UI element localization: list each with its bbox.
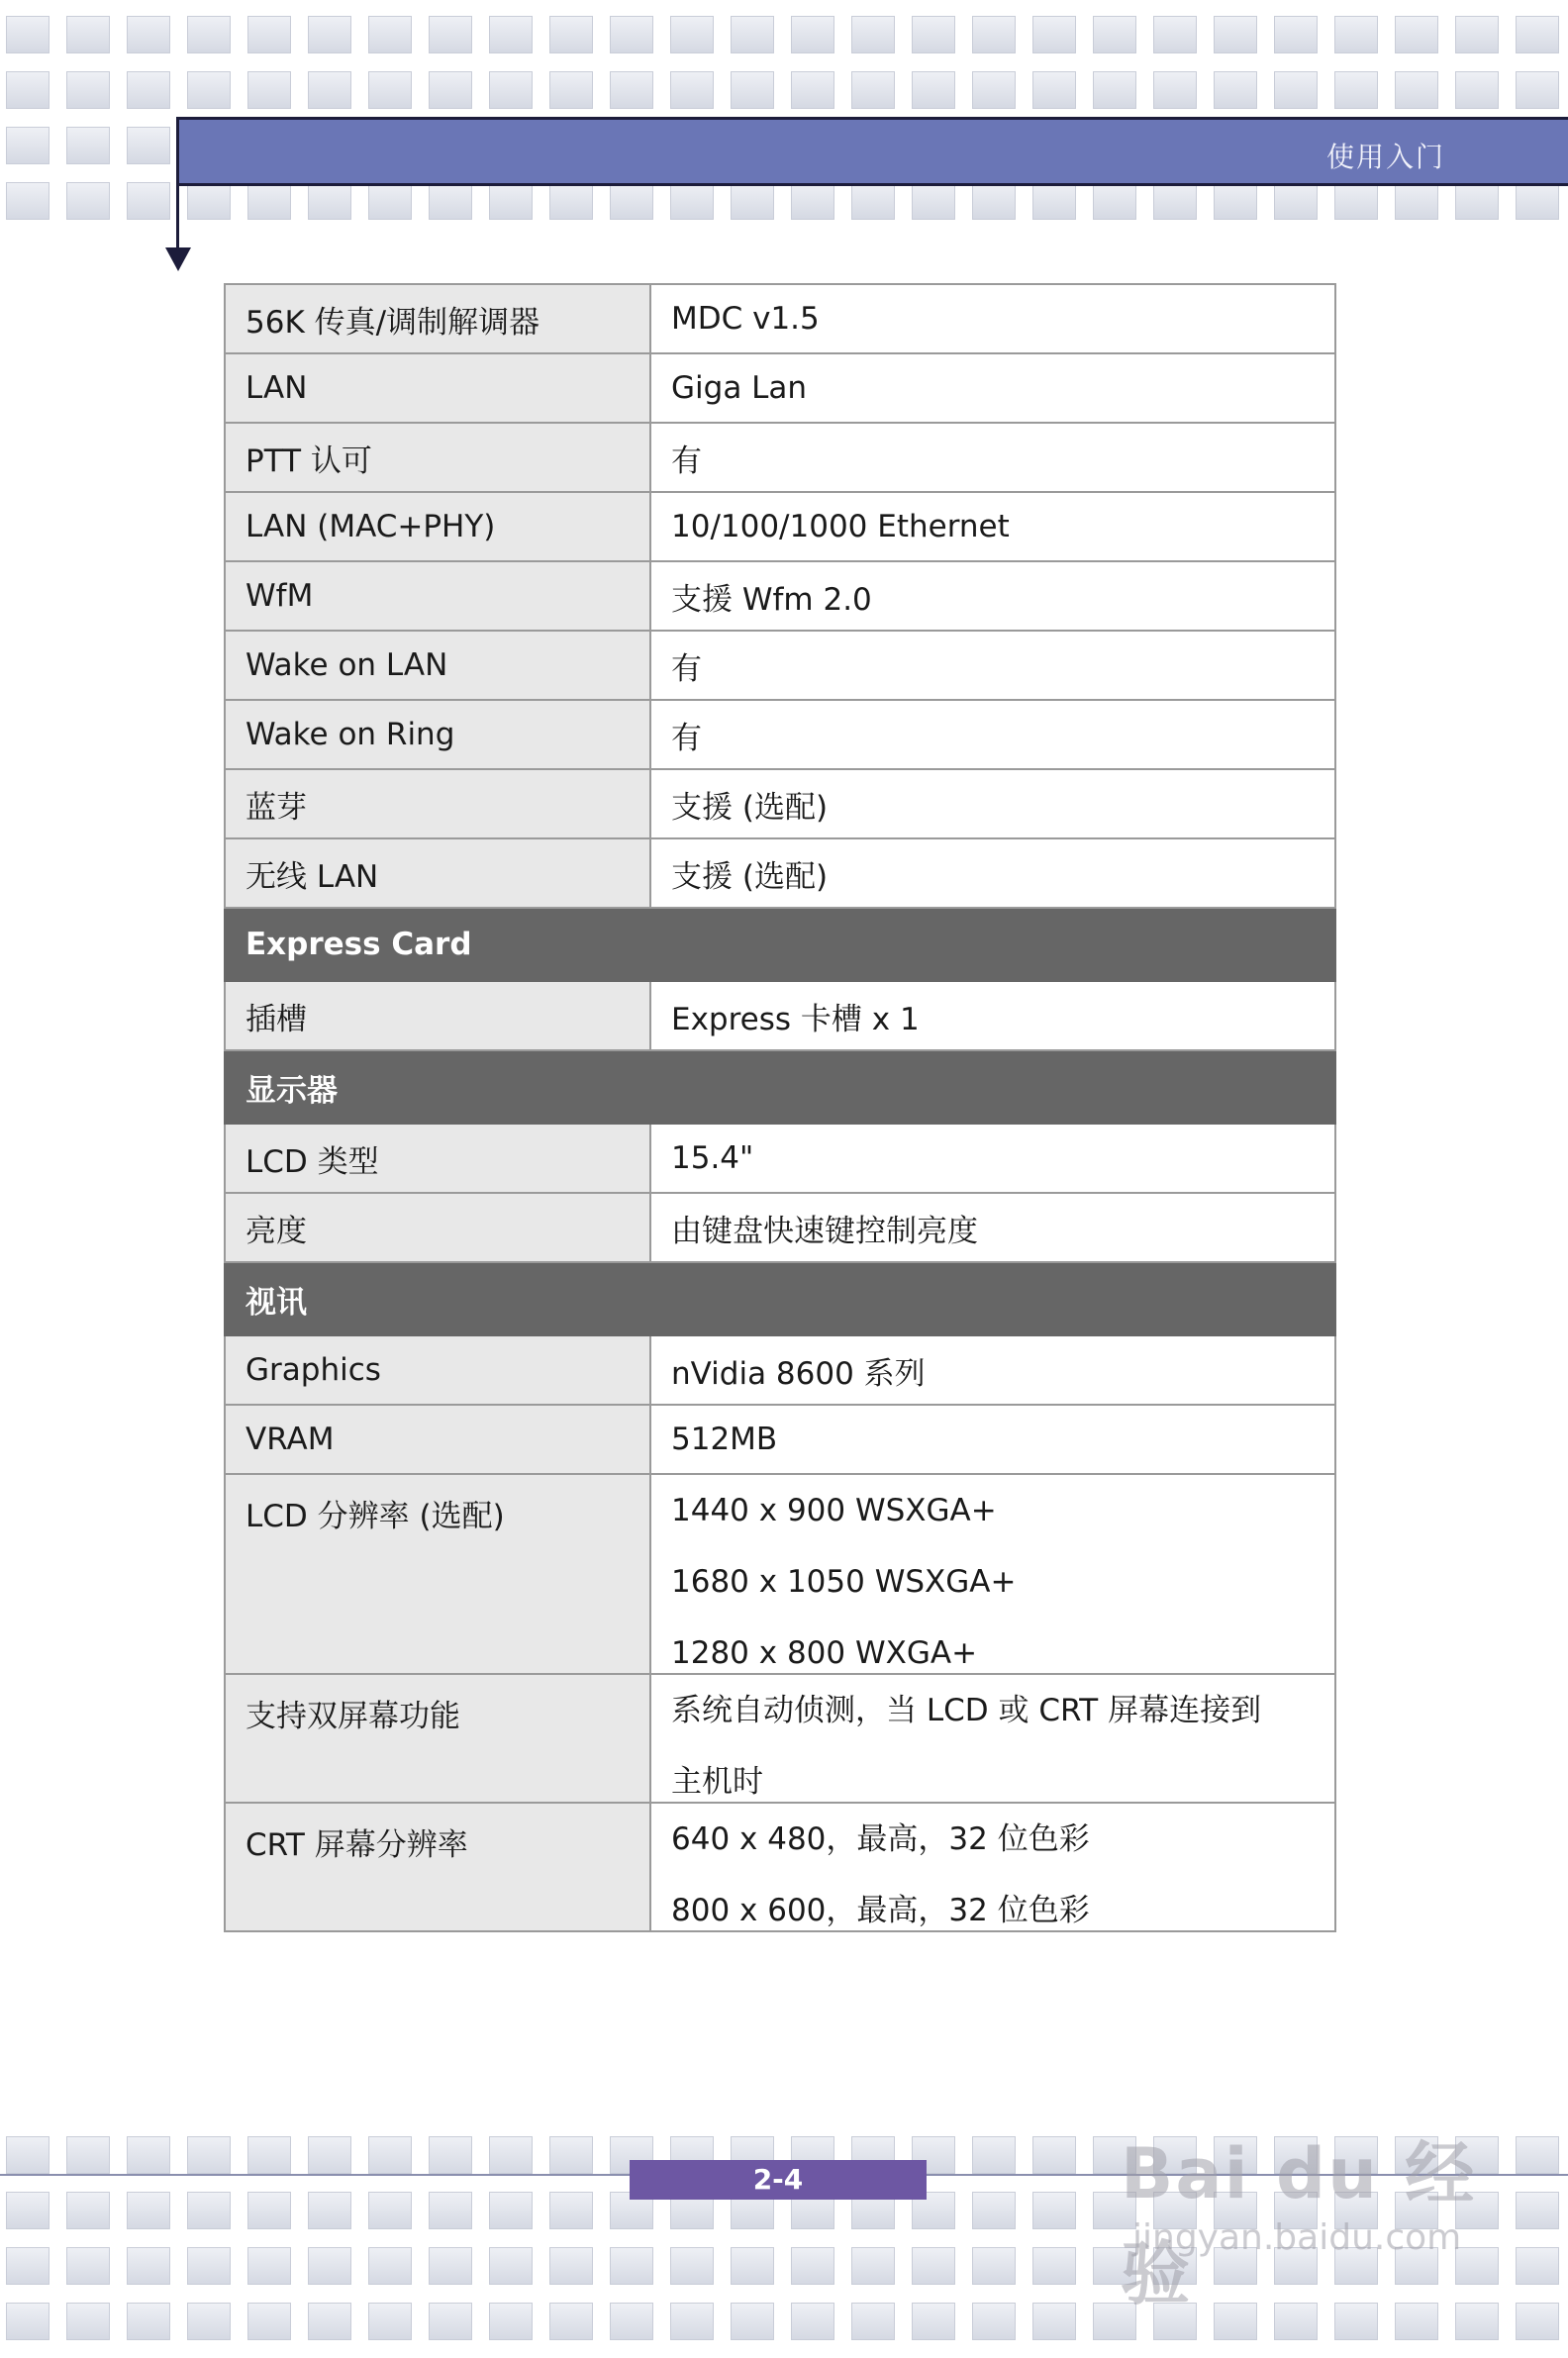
watermark-brand: Bai du 经验 <box>1121 2133 1477 2314</box>
table-row <box>225 769 1335 838</box>
decorative-tile <box>489 16 533 53</box>
spec-value-line: 有 <box>671 720 702 756</box>
decorative-tile <box>1153 71 1197 109</box>
decorative-tile <box>308 2192 351 2229</box>
decorative-tile <box>912 182 955 220</box>
decorative-tile <box>429 2192 472 2229</box>
decorative-tile <box>429 71 472 109</box>
spec-label: Graphics <box>225 1335 650 1405</box>
decorative-tile <box>187 2303 231 2340</box>
decorative-tile <box>972 182 1016 220</box>
decorative-tile <box>610 2303 653 2340</box>
decorative-tile <box>247 2247 291 2285</box>
table-row <box>225 1674 1335 1803</box>
decorative-tile <box>1093 71 1136 109</box>
decorative-tile <box>308 2247 351 2285</box>
spec-value <box>650 981 1335 1050</box>
decorative-tile <box>1516 182 1559 220</box>
decorative-tile <box>308 182 351 220</box>
table-row <box>225 284 1335 353</box>
decorative-tile <box>187 2136 231 2174</box>
decorative-tile <box>66 127 110 164</box>
decorative-tile <box>187 71 231 109</box>
spec-value-line: 1280 x 800 WXGA+ <box>671 1635 978 1671</box>
watermark-url: jingyan.baidu.com <box>1132 2217 1462 2258</box>
decorative-tile <box>247 16 291 53</box>
decorative-tile <box>549 2303 593 2340</box>
table-row <box>225 561 1335 631</box>
decorative-tile <box>670 182 714 220</box>
decorative-tile <box>1395 182 1438 220</box>
spec-value-line: nVidia 8600 系列 <box>671 1355 926 1392</box>
spec-value-line: 由键盘快速键控制亮度 <box>671 1213 978 1249</box>
decorative-tile <box>1214 182 1257 220</box>
spec-value-line: 有 <box>671 442 702 479</box>
spec-value <box>650 1335 1335 1405</box>
decorative-tile <box>247 2136 291 2174</box>
decorative-tile <box>429 16 472 53</box>
decorative-tile <box>368 2303 412 2340</box>
spec-value <box>650 1124 1335 1193</box>
decorative-tile <box>187 2192 231 2229</box>
decorative-tile <box>1093 182 1136 220</box>
spec-label: LAN (MAC+PHY) <box>225 492 650 561</box>
decorative-tile <box>851 182 895 220</box>
decorative-tile <box>1334 182 1378 220</box>
spec-label: 亮度 <box>225 1193 650 1262</box>
spec-value <box>650 492 1335 561</box>
decorative-tile <box>489 2247 533 2285</box>
decorative-tile <box>429 2303 472 2340</box>
decorative-tile <box>731 182 774 220</box>
decorative-tile <box>368 2136 412 2174</box>
decorative-tile <box>670 2247 714 2285</box>
spec-value-line: 主机时 <box>671 1764 763 1800</box>
table-row <box>225 423 1335 492</box>
spec-value-line: 有 <box>671 650 702 687</box>
spec-value-line: 15.4" <box>671 1140 754 1176</box>
decorative-tile <box>489 2303 533 2340</box>
decorative-tile <box>1032 2136 1076 2174</box>
decorative-tile <box>187 16 231 53</box>
decorative-tile <box>1274 16 1318 53</box>
decorative-tile <box>6 127 49 164</box>
table-row <box>225 1335 1335 1405</box>
decorative-tile <box>127 127 170 164</box>
spec-label: PTT 认可 <box>225 423 650 492</box>
decorative-tile <box>6 182 49 220</box>
decorative-tile <box>187 2247 231 2285</box>
decorative-tile <box>489 2136 533 2174</box>
decorative-tile <box>66 182 110 220</box>
arrow-line <box>176 117 179 255</box>
decorative-tile <box>1032 2303 1076 2340</box>
decorative-tile <box>972 71 1016 109</box>
spec-label: 插槽 <box>225 981 650 1050</box>
table-row <box>225 1803 1335 1931</box>
decorative-tile <box>1153 182 1197 220</box>
section-header-row <box>225 1262 1335 1335</box>
spec-label: 56K 传真/调制解调器 <box>225 284 650 353</box>
decorative-tile <box>127 2136 170 2174</box>
decorative-tile <box>308 16 351 53</box>
decorative-tile <box>610 182 653 220</box>
decorative-tile <box>610 71 653 109</box>
table-row <box>225 631 1335 700</box>
decorative-tile <box>1395 16 1438 53</box>
spec-value <box>650 1474 1335 1674</box>
decorative-tile <box>731 2303 774 2340</box>
decorative-tile <box>1455 16 1499 53</box>
section-header-row <box>225 908 1335 981</box>
section-title: 使用入门 <box>1325 141 1445 173</box>
decorative-tile <box>1334 16 1378 53</box>
spec-label: WfM <box>225 561 650 631</box>
decorative-tile <box>912 2303 955 2340</box>
decorative-tile <box>1455 182 1499 220</box>
decorative-tile <box>1274 182 1318 220</box>
spec-value-line: MDC v1.5 <box>671 301 820 337</box>
spec-label: VRAM <box>225 1405 650 1474</box>
decorative-tile <box>549 2136 593 2174</box>
decorative-tile <box>308 2136 351 2174</box>
decorative-tile <box>791 2247 834 2285</box>
decorative-tile <box>851 2247 895 2285</box>
spec-value <box>650 769 1335 838</box>
spec-value-line: 支援 (选配) <box>671 858 829 895</box>
decorative-tile <box>549 182 593 220</box>
spec-value <box>650 1193 1335 1262</box>
spec-value <box>650 1405 1335 1474</box>
decorative-tile <box>1093 16 1136 53</box>
spec-value-line: Express 卡槽 x 1 <box>671 1001 920 1037</box>
decorative-tile <box>368 71 412 109</box>
decorative-tile <box>1334 71 1378 109</box>
table-row <box>225 492 1335 561</box>
decorative-tile <box>6 2136 49 2174</box>
decorative-tile <box>368 16 412 53</box>
decorative-tile <box>972 2303 1016 2340</box>
decorative-tile <box>66 2192 110 2229</box>
decorative-tile <box>368 2247 412 2285</box>
spec-value <box>650 284 1335 353</box>
decorative-tile <box>549 71 593 109</box>
decorative-tile <box>127 2247 170 2285</box>
spec-value-line: 系统自动侦测，当 LCD 或 CRT 屏幕连接到 <box>671 1693 1262 1728</box>
decorative-tile <box>429 182 472 220</box>
decorative-tile <box>549 16 593 53</box>
decorative-tile <box>489 182 533 220</box>
spec-value-line: 640 x 480，最高，32 位色彩 <box>671 1821 1090 1857</box>
decorative-tile <box>912 16 955 53</box>
decorative-tile <box>670 71 714 109</box>
decorative-tile <box>1032 16 1076 53</box>
decorative-tile <box>247 71 291 109</box>
table-row <box>225 1474 1335 1674</box>
table-row <box>225 1405 1335 1474</box>
decorative-tile <box>429 2136 472 2174</box>
decorative-tile <box>429 2247 472 2285</box>
decorative-tile <box>1153 16 1197 53</box>
decorative-tile <box>791 182 834 220</box>
spec-value-line: 1680 x 1050 WSXGA+ <box>671 1564 1017 1600</box>
decorative-tile <box>127 182 170 220</box>
decorative-tile <box>127 2303 170 2340</box>
decorative-tile <box>731 16 774 53</box>
section-heading: Express Card <box>225 908 1335 981</box>
decorative-tile <box>1032 71 1076 109</box>
spec-value-line: 支援 (选配) <box>671 789 829 826</box>
decorative-tile <box>972 2192 1016 2229</box>
decorative-tile <box>1032 182 1076 220</box>
decorative-tile <box>851 2303 895 2340</box>
spec-value-line: 支援 Wfm 2.0 <box>671 581 872 618</box>
decorative-tile <box>368 2192 412 2229</box>
decorative-tile <box>368 182 412 220</box>
table-row <box>225 981 1335 1050</box>
spec-value-line: 800 x 600，最高，32 位色彩 <box>671 1893 1090 1928</box>
decorative-tile <box>791 71 834 109</box>
decorative-tile <box>549 2247 593 2285</box>
section-heading: 显示器 <box>225 1050 1335 1124</box>
decorative-tile <box>912 71 955 109</box>
spec-value <box>650 561 1335 631</box>
decorative-tile <box>6 2303 49 2340</box>
decorative-tile <box>610 16 653 53</box>
decorative-tile <box>972 2136 1016 2174</box>
spec-label: 蓝芽 <box>225 769 650 838</box>
decorative-tile <box>308 2303 351 2340</box>
decorative-tile <box>1214 71 1257 109</box>
decorative-tile <box>912 2247 955 2285</box>
decorative-tile <box>6 16 49 53</box>
decorative-tile <box>610 2247 653 2285</box>
spec-value <box>650 423 1335 492</box>
decorative-tile <box>731 71 774 109</box>
decorative-tile <box>6 71 49 109</box>
decorative-tile <box>247 2192 291 2229</box>
table-row <box>225 1124 1335 1193</box>
spec-label: Wake on Ring <box>225 700 650 769</box>
decorative-tile <box>549 2192 593 2229</box>
section-heading: 视讯 <box>225 1262 1335 1335</box>
spec-table <box>224 283 1336 1932</box>
spec-label: LCD 分辨率 (选配) <box>225 1474 650 1674</box>
spec-label: CRT 屏幕分辨率 <box>225 1803 650 1931</box>
table-row <box>225 838 1335 908</box>
decorative-tile <box>187 182 231 220</box>
decorative-tile <box>670 16 714 53</box>
decorative-tile <box>6 2247 49 2285</box>
spec-value-line: 10/100/1000 Ethernet <box>671 509 1010 544</box>
decorative-tile <box>127 2192 170 2229</box>
page-number: 2-4 <box>630 2160 927 2200</box>
watermark-logo <box>1109 2109 1524 2314</box>
decorative-tile <box>972 2247 1016 2285</box>
decorative-tile <box>851 16 895 53</box>
spec-label: Wake on LAN <box>225 631 650 700</box>
decorative-tile <box>1032 2192 1076 2229</box>
decorative-tile <box>1455 71 1499 109</box>
spec-value <box>650 838 1335 908</box>
header-bar <box>176 117 1568 186</box>
decorative-tile <box>308 71 351 109</box>
decorative-tile <box>1516 16 1559 53</box>
decorative-tile <box>489 71 533 109</box>
spec-value <box>650 1674 1335 1803</box>
spec-value <box>650 631 1335 700</box>
decorative-tile <box>66 2247 110 2285</box>
spec-value-line: 512MB <box>671 1422 778 1457</box>
spec-value <box>650 700 1335 769</box>
spec-value-line: Giga Lan <box>671 370 808 406</box>
decorative-tile <box>670 2303 714 2340</box>
decorative-tile <box>972 16 1016 53</box>
decorative-tile <box>66 2136 110 2174</box>
spec-label: LAN <box>225 353 650 423</box>
table-row <box>225 1193 1335 1262</box>
decorative-tile <box>66 71 110 109</box>
decorative-tile <box>489 2192 533 2229</box>
table-row <box>225 700 1335 769</box>
decorative-tile <box>6 2192 49 2229</box>
decorative-tile <box>1274 71 1318 109</box>
decorative-tile <box>1032 2247 1076 2285</box>
decorative-tile <box>791 2303 834 2340</box>
spec-label: 无线 LAN <box>225 838 650 908</box>
decorative-tile <box>851 71 895 109</box>
decorative-tile <box>66 2303 110 2340</box>
spec-value <box>650 1803 1335 1931</box>
spec-label: 支持双屏幕功能 <box>225 1674 650 1803</box>
decorative-tile <box>127 71 170 109</box>
decorative-tile <box>247 182 291 220</box>
decorative-tile <box>1395 71 1438 109</box>
section-header-row <box>225 1050 1335 1124</box>
decorative-tile <box>1214 16 1257 53</box>
decorative-tile <box>731 2247 774 2285</box>
decorative-tile <box>1516 71 1559 109</box>
spec-label: LCD 类型 <box>225 1124 650 1193</box>
decorative-tile <box>127 16 170 53</box>
decorative-tile <box>791 16 834 53</box>
decorative-tile <box>247 2303 291 2340</box>
decorative-tile <box>66 16 110 53</box>
spec-value-line: 1440 x 900 WSXGA+ <box>671 1493 997 1528</box>
down-arrow-icon <box>165 247 191 271</box>
spec-value <box>650 353 1335 423</box>
table-row <box>225 353 1335 423</box>
